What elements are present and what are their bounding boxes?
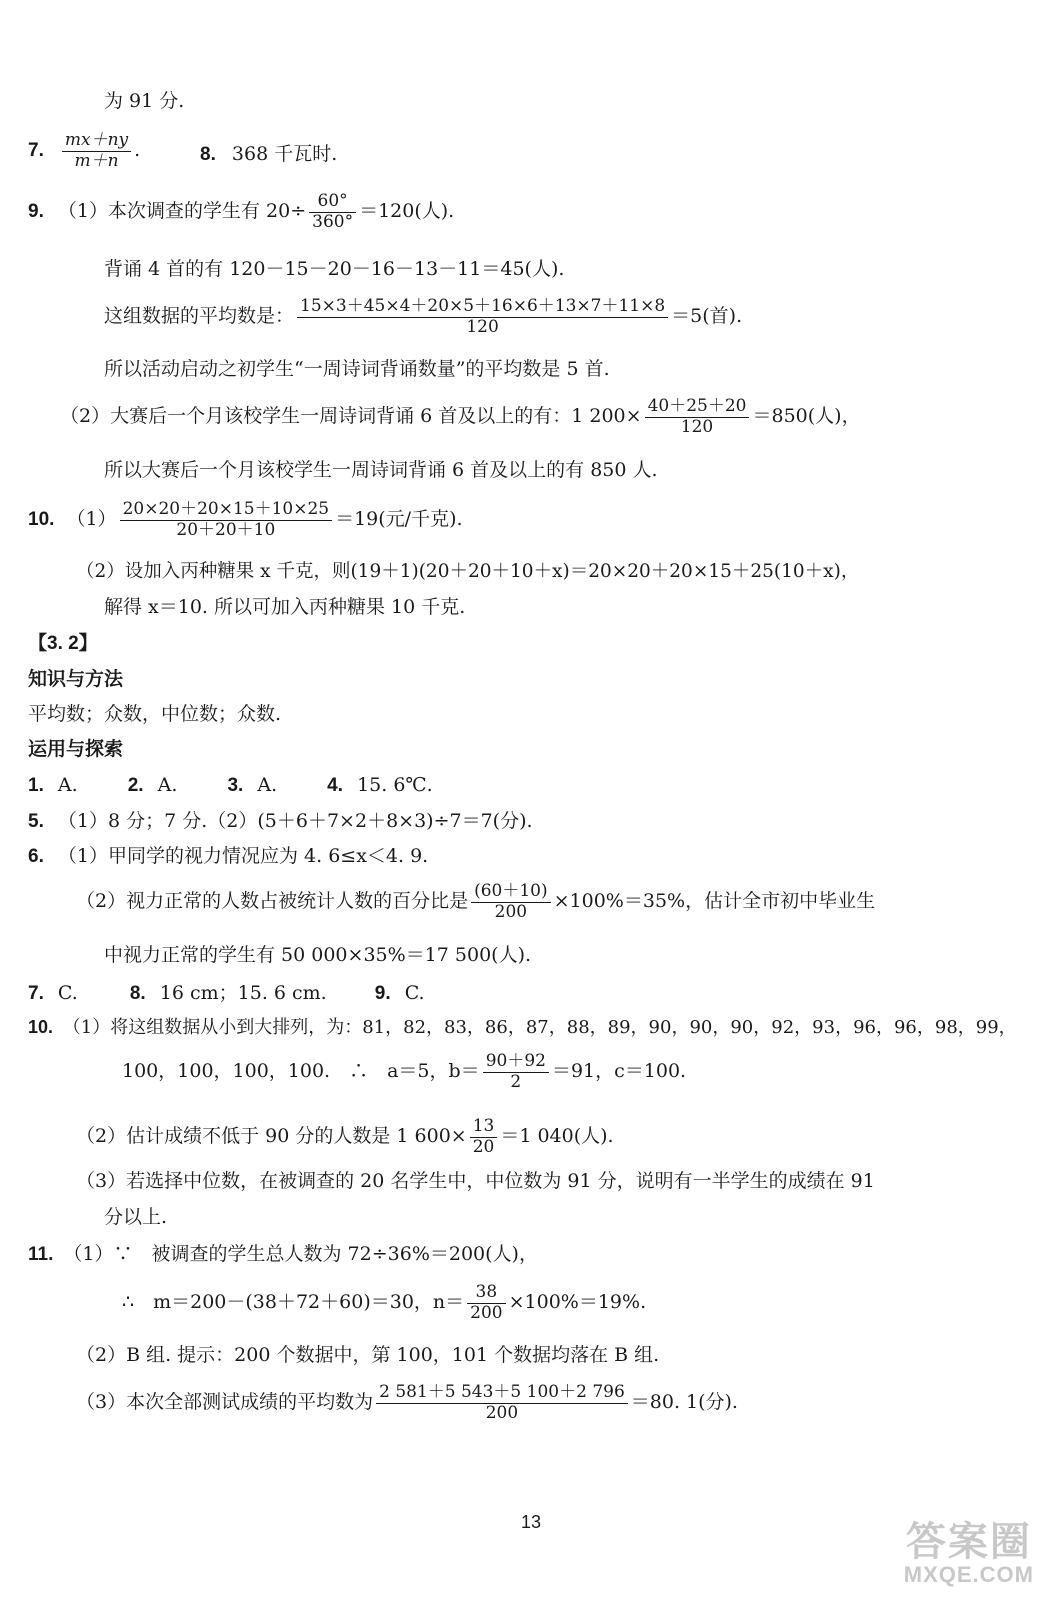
text: ＝5(首). [671,305,743,328]
answer-q7: 7. $\frac{mx+ny}{m+n}$ . [28,130,141,171]
text: ＝850(人)， [752,405,861,428]
fraction [376,1383,628,1423]
text: A. [157,774,178,796]
answer-line [76,1383,738,1423]
text: ×100%＝35%，估计全市初中毕业生 [553,890,876,913]
denominator: 20＋20＋10 [176,519,276,540]
text: A. [257,774,278,796]
answer-line [104,92,184,111]
fraction [297,297,668,337]
subheading-apply: 运用与探索 [28,739,124,760]
text: （1）甲同学的视力情况应为 4. 6≤x＜4. 9. [57,845,429,867]
text: （1）本次调查的学生有 20÷ [57,200,307,223]
fraction [309,192,356,232]
denominator: 120 [466,316,499,337]
fraction [471,882,551,922]
answer-line [122,1283,646,1323]
fraction [62,131,131,171]
answer-q5 [28,812,533,831]
denominator: 360° [312,211,354,232]
text: （3）本次全部测试成绩的平均数为 [76,1391,374,1414]
denominator: 200 [470,1302,503,1323]
question-number: 9. [374,983,391,1004]
denominator: 2 [510,1071,522,1092]
numerator: mx＋ny [64,130,129,150]
fraction [645,397,750,437]
answer-q11-1 [28,1245,538,1264]
text: ＝19(元/千克). [335,508,463,531]
question-number: 8. [200,144,216,165]
answer-line [104,260,564,279]
text: （2）估计成绩不低于 90 分的人数是 1 600× [76,1125,467,1148]
answer-line [28,705,281,724]
question-number: 3. [227,775,244,796]
answer-line [76,882,875,922]
text: C. [57,982,78,1004]
question-number: 10. [28,509,55,531]
text: 背诵 4 首的有 120－15－20－16－13－11＝45(人). [104,258,565,280]
numerator: 20×20＋20×15＋10×25 [122,499,330,519]
denominator: m＋n [74,150,119,171]
answer-line [60,397,861,437]
answer-q10-1 [28,500,463,540]
numerator: 40＋25＋20 [647,396,747,416]
denominator: 200 [494,901,528,922]
answer-line [76,563,859,582]
numerator: 13 [472,1116,495,1136]
text: 100，100，100，100. ∴ a＝5，b＝ [122,1060,480,1083]
section-heading: 【3. 2】 [28,633,98,654]
text: 为 91 分. [104,90,185,112]
answer-line [104,598,465,617]
text: （2）设加入丙种糖果 x 千克，则(19＋1)(20＋20＋10＋x)＝20×20＋20×15＋25(10＋x)， [76,561,860,582]
answer-q7-9 [28,984,425,1003]
question-number: 11. [28,1244,54,1265]
question-number: 5. [28,811,44,832]
numerator: 90＋92 [485,1051,546,1071]
text: ＝80. 1(分). [630,1391,738,1414]
text: 这组数据的平均数是： [104,305,295,328]
numerator: 38 [475,1282,498,1302]
fraction [467,1283,505,1323]
watermark-text: 答案圈 [905,1520,1032,1564]
numerator: 2 581＋5 543＋5 100＋2 796 [379,1382,625,1402]
answer-q8 [200,145,337,164]
answer-line [76,1117,614,1157]
answer-q6-1 [28,847,428,866]
denominator: 20 [472,1136,495,1157]
numerator: (60＋10) [474,881,548,901]
question-number: 7. [28,983,44,1004]
text: （1） [66,508,117,531]
answer-line [104,1208,167,1227]
text: 解得 x＝10. 所以可加入丙种糖果 10 千克. [104,596,466,618]
question-number: 10. [28,1017,54,1037]
text: （1）∵ 被调查的学生总人数为 72÷36%＝200(人)， [63,1243,538,1265]
text: （1）8 分；7 分.（2）(5＋6＋7×2＋8×3)÷7＝7(分). [57,810,533,832]
answer-line [122,1052,686,1092]
question-number: 4. [327,775,344,796]
text: （2）视力正常的人数占被统计人数的百分比是 [76,890,469,913]
text: ＝91，c＝100. [551,1060,687,1083]
text: C. [404,982,425,1004]
answer-line [104,360,610,379]
watermark-url: MXQE.COM [903,1562,1034,1587]
answer-q10-1 [28,1018,1017,1037]
answer-q9-1 [28,192,454,232]
fraction [483,1052,549,1092]
text: （2）大赛后一个月该校学生一周诗词背诵 6 首及以上的有：1 200× [60,405,642,428]
text: 所以大赛后一个月该校学生一周诗词背诵 6 首及以上的有 850 人. [104,459,658,481]
question-number: 8. [129,983,146,1004]
text: （3）若选择中位数，在被调查的 20 名学生中，中位数为 91 分，说明有一半学生的成绩在 91 [76,1170,875,1192]
answer-line [104,461,658,480]
answer-line [104,297,742,337]
text: （1）将这组数据从小到大排列，为：81，82，83，86，87，88，89，90，90，90，92，93，96，96，98，99， [62,1017,1017,1038]
text: 16 cm；15. 6 cm. [159,982,327,1004]
watermark-logo [904,1522,1034,1588]
text: 中视力正常的学生有 50 000×35%＝17 500(人). [104,944,532,966]
text: 15. 6℃. [357,774,433,796]
text: A. [57,774,78,796]
text: ＝1 040(人). [500,1125,614,1148]
question-number: 2. [127,775,144,796]
answer-q1-4 [28,776,433,795]
text: 368 千瓦时. [231,143,338,165]
denominator: 120 [680,416,714,437]
question-number: 9. [28,201,44,223]
text: （2）B 组. 提示：200 个数据中，第 100，101 个数据均落在 B 组. [76,1344,660,1366]
answer-line [104,946,531,965]
fraction [120,500,333,540]
answer-line [76,1346,659,1365]
text: ×100%＝19%. [508,1291,647,1314]
answer-line [76,1172,875,1191]
text: ∴ m＝200－(38＋72＋60)＝30，n＝ [122,1291,465,1314]
question-number: 1. [28,775,44,796]
text: ＝120(人). [359,200,455,223]
question-number: 6. [28,846,44,867]
text: 平均数；众数，中位数；众数. [28,703,282,725]
numerator: 15×3＋45×4＋20×5＋16×6＋13×7＋11×8 [300,296,666,316]
denominator: 200 [485,1402,519,1423]
text: 所以活动启动之初学生“一周诗词背诵数量”的平均数是 5 首. [104,358,610,380]
subheading-knowledge: 知识与方法 [28,669,124,690]
page-number: 13 [520,1512,542,1532]
numerator: 60° [317,191,348,211]
fraction [470,1117,498,1157]
question-number: 7. [28,140,44,162]
text: 分以上. [104,1206,168,1228]
